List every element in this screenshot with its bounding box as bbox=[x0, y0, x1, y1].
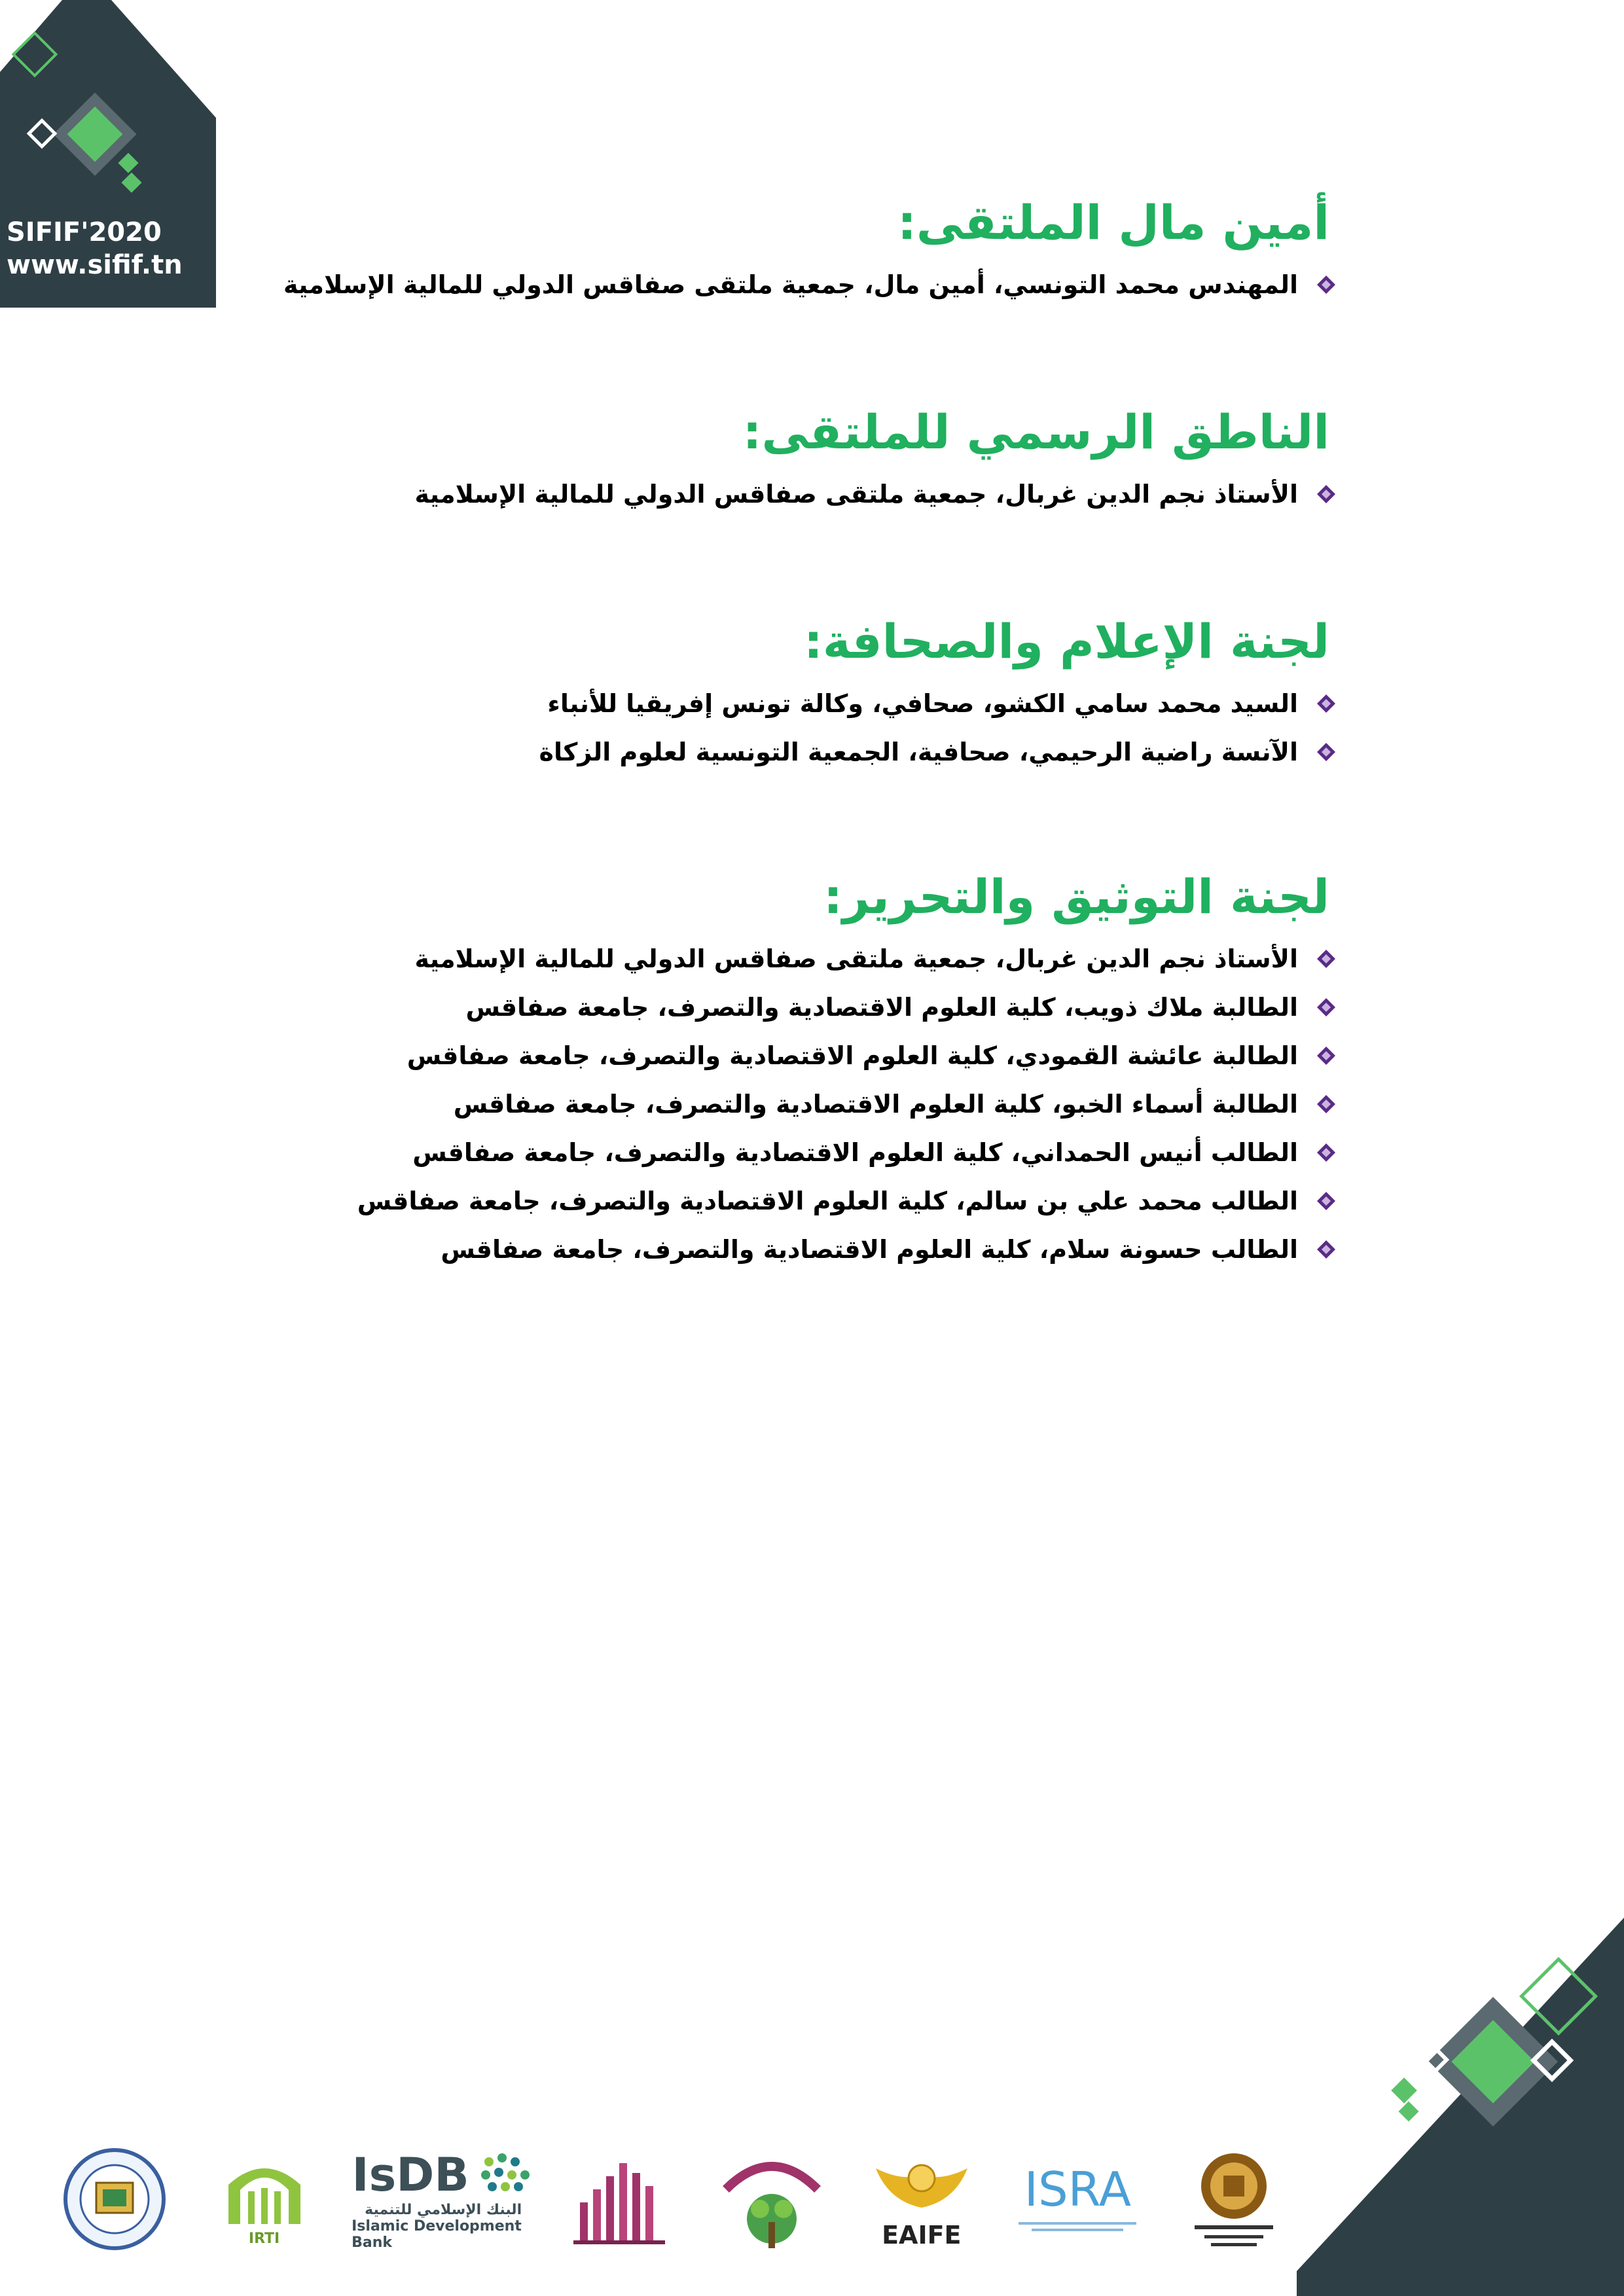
isdb-logo bbox=[352, 2144, 535, 2255]
item-list bbox=[223, 470, 1336, 518]
corner-decoration-bottom-right bbox=[1297, 1918, 1624, 2296]
isra-subtitle-lines-icon bbox=[1012, 2217, 1143, 2236]
item-text: الطالب محمد علي بن سالم، كلية العلوم الاقتصادية والتصرف، جامعة صفاقس bbox=[357, 1187, 1298, 1215]
isdb-dots-icon bbox=[476, 2149, 535, 2201]
diamond-bullet-icon bbox=[1316, 694, 1336, 713]
section-treasurer bbox=[223, 190, 1336, 399]
list-item bbox=[223, 679, 1336, 728]
item-text: الأستاذ نجم الدين غربال، جمعية ملتقى صفاقس الدولي للمالية الإسلامية bbox=[414, 480, 1298, 509]
list-item bbox=[223, 983, 1336, 1031]
zitouna-tree-icon bbox=[713, 2144, 831, 2255]
item-text: الطالبة عائشة القمودي، كلية العلوم الاقتصادية والتصرف، جامعة صفاقس bbox=[406, 1041, 1298, 1070]
diamond-bullet-icon bbox=[1316, 949, 1336, 969]
event-website: www.sifif.tn bbox=[7, 250, 183, 280]
list-item bbox=[223, 470, 1336, 518]
isra-label: ISRA bbox=[1024, 2162, 1132, 2217]
diamond-bullet-icon bbox=[1316, 275, 1336, 295]
item-text: الأستاذ نجم الدين غربال، جمعية ملتقى صفاقس الدولي للمالية الإسلامية bbox=[414, 944, 1298, 973]
list-item bbox=[223, 1128, 1336, 1177]
diamond-bullet-icon bbox=[1316, 1191, 1336, 1211]
list-item bbox=[223, 1225, 1336, 1274]
bars-logo bbox=[560, 2144, 685, 2255]
eaife-wings-icon bbox=[869, 2149, 974, 2221]
item-text: المهندس محمد التونسي، أمين مال، جمعية ملتقى صفاقس الدولي للمالية الإسلامية bbox=[283, 270, 1298, 299]
list-item bbox=[223, 1177, 1336, 1225]
section-documentation-committee bbox=[223, 864, 1336, 1274]
section-media-committee bbox=[223, 609, 1336, 864]
building-bars-icon bbox=[567, 2150, 678, 2248]
list-item bbox=[223, 1080, 1336, 1128]
diamond-bullet-icon bbox=[1316, 1046, 1336, 1066]
diamond-bullet-icon bbox=[1316, 484, 1336, 504]
partner-logos bbox=[52, 2134, 1296, 2265]
diamond-bullet-icon bbox=[1316, 1094, 1336, 1114]
item-text: الطالبة أسماء الخبو، كلية العلوم الاقتصادية والتصرف، جامعة صفاقس bbox=[453, 1090, 1298, 1119]
item-text: الطالبة ملاك ذويب، كلية العلوم الاقتصادية والتصرف، جامعة صفاقس bbox=[465, 993, 1298, 1022]
isdb-arabic-name: البنك الإسلامي للتنمية bbox=[365, 2201, 522, 2218]
irti-arch-icon bbox=[222, 2152, 307, 2231]
diamond-bullet-icon bbox=[1316, 1240, 1336, 1259]
diamond-bullet-icon bbox=[1316, 1143, 1336, 1162]
list-item bbox=[223, 1031, 1336, 1080]
diamond-bullet-icon bbox=[1316, 997, 1336, 1017]
item-text: الطالب أنيس الحمداني، كلية العلوم الاقتصادية والتصرف، جامعة صفاقس bbox=[412, 1138, 1298, 1167]
list-item bbox=[223, 728, 1336, 776]
irti-logo bbox=[202, 2144, 327, 2255]
isra-logo bbox=[1009, 2144, 1146, 2255]
section-title: لجنة التوثيق والتحرير: bbox=[823, 869, 1329, 924]
university-sfax-logo bbox=[52, 2144, 177, 2255]
section-title: أمين مال الملتقى: bbox=[897, 195, 1329, 250]
section-title: الناطق الرسمي للملتقى: bbox=[742, 404, 1329, 459]
eaife-label: EAIFE bbox=[882, 2221, 962, 2250]
ornamental-emblem-icon bbox=[1175, 2144, 1293, 2255]
brand-block bbox=[7, 216, 183, 281]
list-item bbox=[223, 260, 1336, 309]
diamond-bullet-icon bbox=[1316, 742, 1336, 762]
item-text: الآنسة راضية الرحيمي، صحافية، الجمعية التونسية لعلوم الزكاة bbox=[539, 738, 1298, 766]
item-text: السيد محمد سامي الكشو، صحافي، وكالة تونس إفريقيا للأنباء bbox=[547, 689, 1298, 718]
university-seal-icon bbox=[56, 2144, 173, 2255]
isdb-english-name: Islamic Development Bank bbox=[352, 2217, 522, 2251]
section-spokesperson bbox=[223, 399, 1336, 609]
section-title: لجنة الإعلام والصحافة: bbox=[804, 614, 1329, 669]
item-list bbox=[223, 679, 1336, 776]
item-text: الطالب حسونة سلام، كلية العلوم الاقتصادية والتصرف، جامعة صفاقس bbox=[441, 1235, 1298, 1264]
item-list bbox=[223, 260, 1336, 309]
islamic-institute-logo bbox=[1172, 2144, 1296, 2255]
item-list bbox=[223, 935, 1336, 1274]
list-item bbox=[223, 935, 1336, 983]
isdb-label: IsDB bbox=[352, 2147, 469, 2202]
zitouna-university-logo bbox=[710, 2144, 834, 2255]
event-name: SIFIF'2020 bbox=[7, 217, 162, 247]
irti-label: IRTI bbox=[248, 2230, 280, 2247]
document-content bbox=[223, 190, 1336, 1274]
eaife-logo bbox=[859, 2144, 984, 2255]
